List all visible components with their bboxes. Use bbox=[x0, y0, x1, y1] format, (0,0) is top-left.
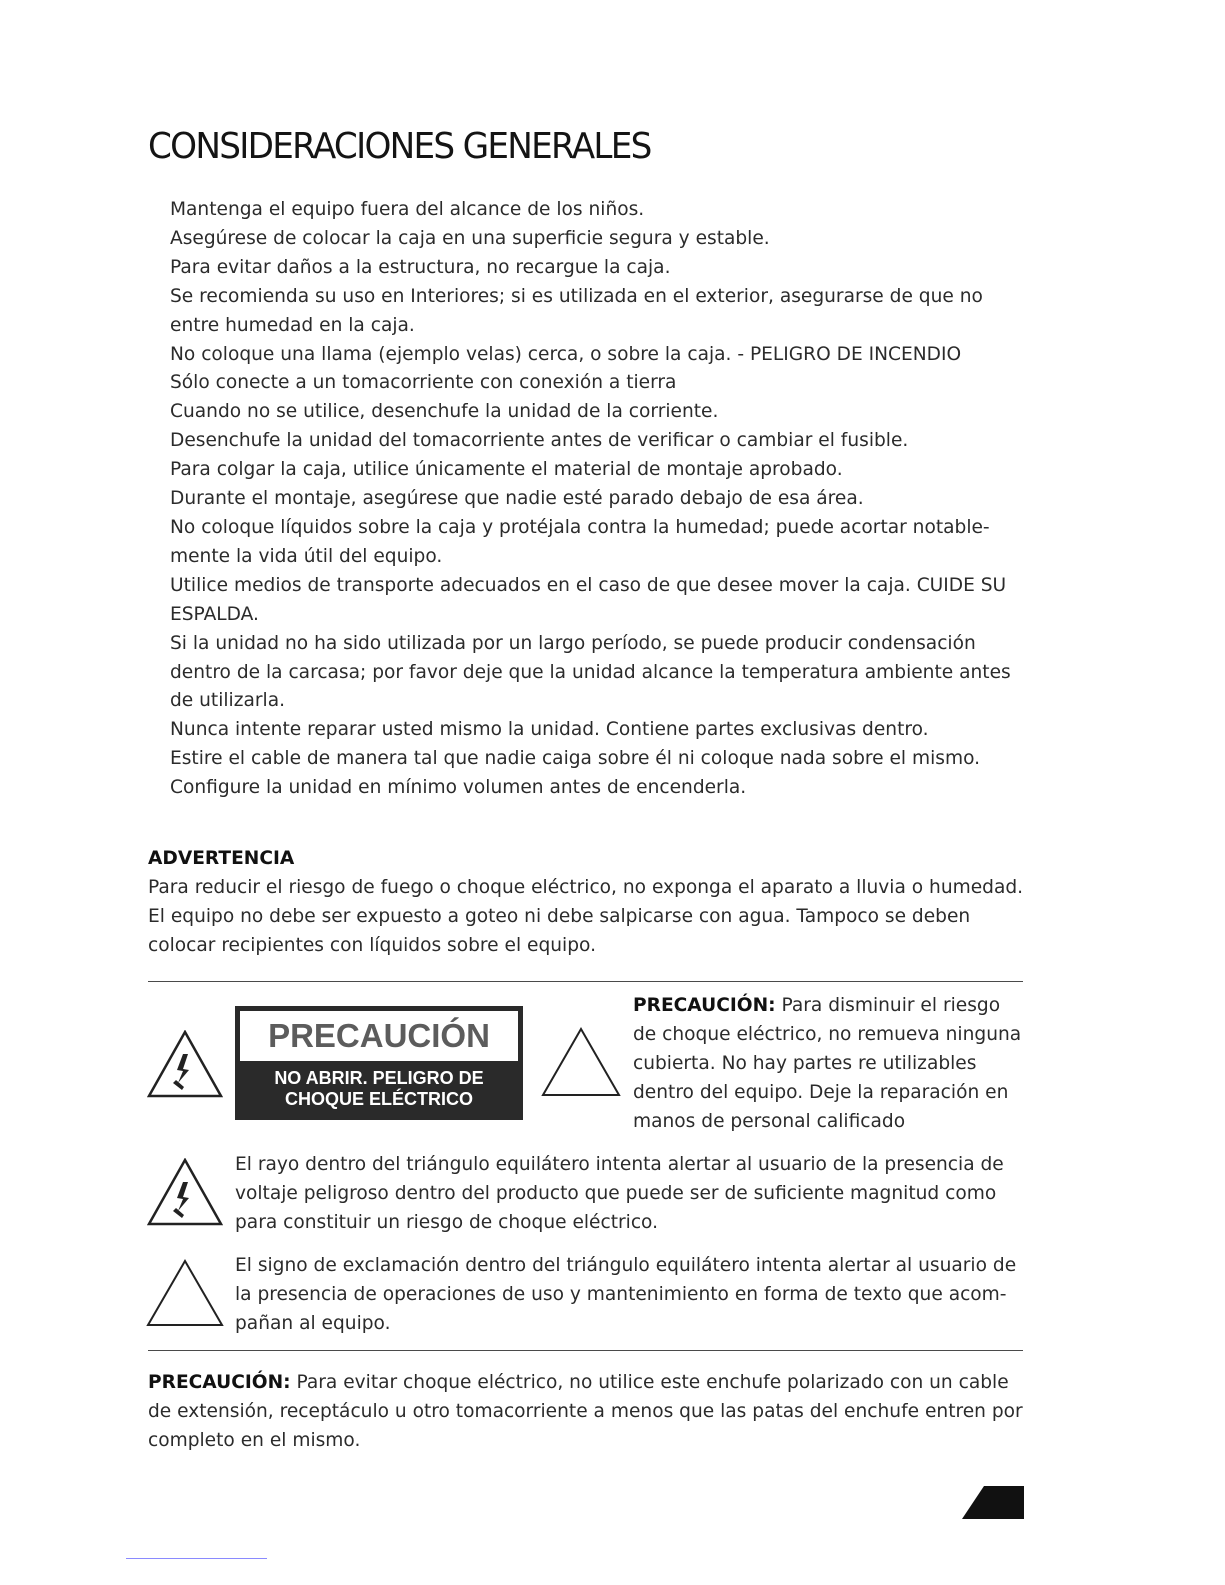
caution-side-body: Para disminuir el riesgo de choque eléctrico, no remueva ninguna cubierta. No hay partes re utilizables dentro del equipo. Deje la reparación en manos de personal calificado bbox=[633, 995, 1022, 1132]
page-tab-shape bbox=[962, 1486, 1024, 1523]
caution-side-text bbox=[633, 991, 1028, 1136]
caution-label-title: PRECAUCIÓN bbox=[240, 1011, 518, 1061]
warning-section bbox=[148, 845, 1038, 961]
list-item: Para colgar la caja, utilice únicamente el material de montaje aprobado. bbox=[170, 459, 843, 481]
list-item: Cuando no se utilice, desenchufe la unidad de la corriente. bbox=[170, 401, 719, 423]
list-item: Nunca intente reparar usted mismo la unidad. Contiene partes exclusivas dentro. bbox=[170, 719, 929, 741]
list-item: Asegúrese de colocar la caja en una superficie segura y estable. bbox=[170, 227, 770, 249]
caution-label-line: CHOQUE ELÉCTRICO bbox=[284, 1089, 473, 1109]
page-title: CONSIDERACIONES GENERALES bbox=[148, 126, 651, 167]
bottom-caution bbox=[148, 1368, 1033, 1455]
list-item: Configure la unidad en mínimo volumen antes de encenderla. bbox=[170, 777, 747, 799]
bottom-caution-body: Para evitar choque eléctrico, no utilice este enchufe polarizado con un cable de extensión, receptáculo u otro tomacorriente a menos que las patas del enchufe entren por completo en el mismo. bbox=[148, 1372, 1023, 1451]
divider bbox=[148, 1350, 1023, 1351]
caution-label bbox=[235, 1006, 523, 1120]
lightning-legend-text: El rayo dentro del triángulo equilátero intenta alertar al usuario de la presencia de voltaje peligroso dentro del producto que puede ser de suficiente magnitud como para constituir un riesgo de choque eléctrico. bbox=[235, 1154, 1004, 1233]
warning-text: Para reducir el riesgo de fuego o choque eléctrico, no exponga el aparato a lluvia o humedad. El equipo no debe ser expuesto a goteo ni debe salpicarse con agua. Tampoco se deben colocar recipientes con líquidos sobre el equipo. bbox=[148, 876, 1024, 956]
exclamation-triangle-icon bbox=[146, 1259, 224, 1327]
exclamation-legend-text: El signo de exclamación dentro del triángulo equilátero intenta alertar al usuario de la presencia de operaciones de uso y mantenimiento en forma de texto que acom-pañan al equipo. bbox=[235, 1255, 1017, 1334]
caution-label-subtitle bbox=[235, 1068, 523, 1110]
warning-heading: ADVERTENCIA bbox=[148, 848, 295, 869]
list-item: No coloque una llama (ejemplo velas) cerca, o sobre la caja. - PELIGRO DE INCENDIO bbox=[170, 343, 962, 365]
list-item: Durante el montaje, asegúrese que nadie esté parado debajo de esa área. bbox=[170, 488, 864, 510]
list-item: Sólo conecte a un tomacorriente con conexión a tierra bbox=[170, 372, 677, 394]
divider bbox=[126, 1558, 267, 1559]
lightning-triangle-icon bbox=[147, 1030, 223, 1098]
list-item: No coloque líquidos sobre la caja y protéjala contra la humedad; puede acortar notable-mente la vida útil del equipo. bbox=[170, 516, 990, 567]
exclamation-triangle-icon bbox=[541, 1027, 621, 1097]
list-item: Mantenga el equipo fuera del alcance de los niños. bbox=[170, 199, 645, 220]
list-item: Para evitar daños a la estructura, no recargue la caja. bbox=[170, 256, 671, 278]
caution-label-line: NO ABRIR. PELIGRO DE bbox=[274, 1068, 484, 1088]
lightning-triangle-icon bbox=[147, 1158, 223, 1226]
list-item: Estire el cable de manera tal que nadie caiga sobre él ni coloque nada sobre el mismo. bbox=[170, 748, 981, 770]
list-item: Utilice medios de transporte adecuados en el caso de que desee mover la caja. CUIDE SU ESPALDA. bbox=[170, 574, 1007, 625]
considerations-list bbox=[170, 196, 1030, 803]
bottom-caution-lead: PRECAUCIÓN: bbox=[148, 1372, 291, 1393]
list-item: Desenchufe la unidad del tomacorriente antes de verificar o cambiar el fusible. bbox=[170, 430, 909, 452]
list-item: Se recomienda su uso en Interiores; si es utilizada en el exterior, asegurarse de que no entre humedad en la caja. bbox=[170, 285, 983, 336]
caution-side-lead: PRECAUCIÓN: bbox=[633, 995, 776, 1016]
list-item: Si la unidad no ha sido utilizada por un largo período, se puede producir condensación dentro de la carcasa; por favor deje que la unidad alcance la temperatura ambiente antes de utilizarla. bbox=[170, 632, 1011, 712]
divider bbox=[148, 981, 1023, 982]
